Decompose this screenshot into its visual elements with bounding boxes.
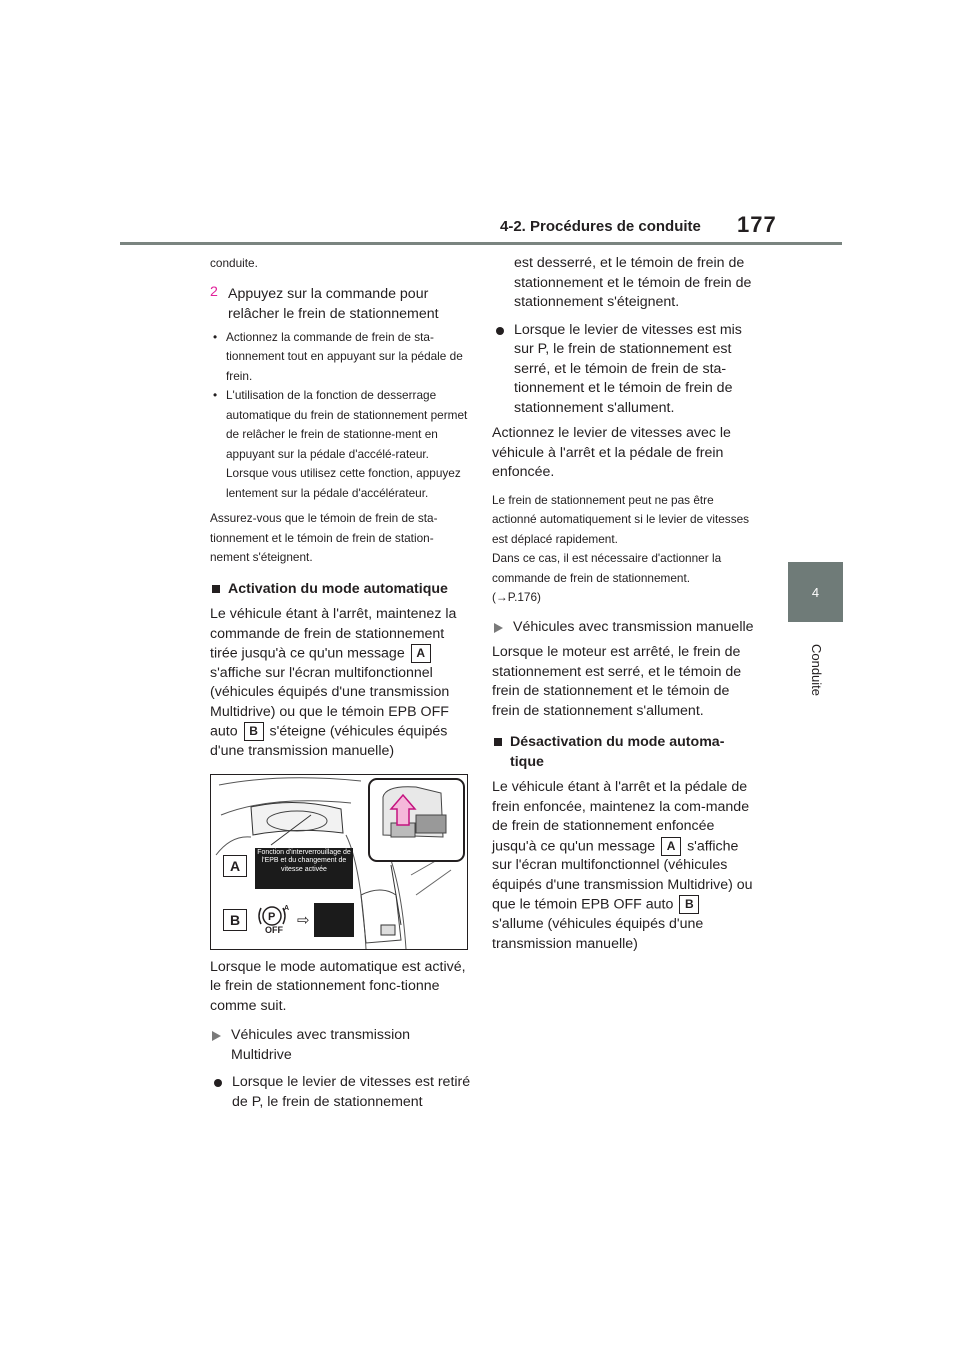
tag-b: B [679, 895, 699, 914]
note-item: • L'utilisation de la fonction de desserrage automatique du frein de stationnement permet de relâcher le frein de stationne-ment en appuyant sur la pédale d'accélé-rateur. Lorsque vous utilisez cette fonction, appuyez lentement sur la pédale d'accélérateur. [210, 386, 472, 503]
notes-list [210, 328, 472, 504]
bullet-text: Lorsque le levier de vitesses est mis sur P, le frein de stationnement est serré, et le témoin de frein de sta-tionnement et le témoin de frein de stationnement s'allument. [514, 321, 742, 416]
tag-a: A [411, 644, 431, 663]
multi-info-message: Fonction d'interverrouillage de l'EPB et du changement de vitesse activée [255, 848, 353, 889]
check-text: Assurez-vous que le témoin de frein de sta-tionnement et le témoin de frein de station-nement s'éteignent. [210, 511, 438, 564]
chapter-label: Conduite [809, 643, 824, 697]
bullet-continuation: est desserré, et le témoin de frein de stationnement et le témoin de frein de stationnement s'éteignent. [514, 255, 752, 310]
step-text: Appuyez sur la commande pour relâcher le frein de stationnement [228, 285, 439, 322]
note-text: Le frein de stationnement peut ne pas être actionné automatiquement si le levier de vitesses est déplacé rapidement. [492, 492, 750, 546]
epb-illustration [210, 774, 468, 950]
arrow-right-icon: ⇨ [297, 911, 310, 929]
heading-text: Activation du mode automatique [228, 580, 448, 597]
triangle-bullet-icon [212, 1031, 221, 1041]
mode-paragraph: Lorsque le mode automatique est activé, le frein de stationnement fonc-tionne comme suit. [210, 958, 466, 1014]
section-heading-activation [210, 580, 472, 600]
sub-heading-text: Véhicules avec transmission Multidrive [231, 1027, 410, 1063]
sub-heading-text: Véhicules avec transmission manuelle [513, 618, 754, 635]
bullet-item [492, 321, 754, 419]
round-bullet-icon [496, 327, 504, 335]
header-rule [120, 242, 842, 245]
heading-text: Désactivation du mode automa-tique [510, 734, 725, 770]
note-item: • Actionnez la commande de frein de sta-tionnement tout en appuyant sur la pédale de frein. [210, 328, 472, 387]
note-text: Dans ce cas, il est nécessaire d'actionner la commande de frein de stationnement. [492, 551, 722, 585]
square-bullet-icon [212, 585, 220, 593]
square-bullet-icon [494, 738, 502, 746]
page-number: 177 [737, 212, 777, 237]
step-number: 2 [210, 283, 218, 300]
page-reference: (→P.176) [492, 590, 541, 604]
left-column [210, 254, 472, 1112]
round-bullet-icon [214, 1079, 222, 1087]
shift-paragraph: Actionnez le levier de vitesses avec le véhicule à l'arrêt et la pédale de frein enfoncée. [492, 425, 731, 480]
chapter-number: 4 [811, 584, 820, 600]
section-title: 4-2. Procédures de conduite [500, 218, 701, 235]
epb-off-label: OFF [265, 924, 283, 935]
para-part: s'affiche sur l'écran multifonctionnel (véhicules équipés d'une transmission Multidrive) ou que le témoin EPB OFF auto [492, 837, 753, 913]
tag-b: B [244, 722, 264, 741]
bullet-item [210, 1073, 472, 1112]
deactivation-paragraph [492, 778, 754, 954]
section-heading-deactivation [492, 733, 754, 772]
intro-text: conduite. [210, 256, 258, 270]
figure-tag-a: A [223, 855, 247, 877]
para-part: s'éteigne (véhicules équipés d'une transmission manuelle) [210, 723, 448, 759]
para-part: Le véhicule étant à l'arrêt, maintenez la commande de frein de stationnement tirée jusqu'à ce qu'un message [210, 606, 457, 662]
svg-text:A: A [284, 904, 290, 912]
para-part: s'allume (véhicules équipés d'une transmission manuelle) [492, 916, 704, 952]
svg-text:P: P [268, 910, 276, 923]
sub-heading-multidrive [210, 1026, 472, 1065]
tag-a: A [661, 837, 681, 856]
right-column [492, 254, 754, 954]
para-part: s'affiche sur l'écran multifonctionnel (véhicules équipés d'une transmission Multidrive) ou que le témoin EPB OFF auto [210, 664, 450, 740]
manual-paragraph: Lorsque le moteur est arrêté, le frein de stationnement est serré, et le témoin de frein de stationnement et le témoin de frein de stationnement s'allument. [492, 644, 742, 719]
chapter-tab [788, 562, 843, 622]
bullet-text: Lorsque le levier de vitesses est retiré de P, le frein de stationnement [232, 1074, 471, 1110]
triangle-bullet-icon [494, 623, 503, 633]
indicator-off-box [314, 903, 354, 937]
para-part: Le véhicule étant à l'arrêt et la pédale de frein enfoncée, maintenez la com-mande de frein de stationnement enfoncée jusqu'à ce qu'un message [492, 779, 750, 854]
activation-paragraph [210, 605, 472, 762]
sub-heading-manual [492, 618, 754, 638]
figure-tag-b: B [223, 909, 247, 931]
step-2 [210, 284, 472, 324]
